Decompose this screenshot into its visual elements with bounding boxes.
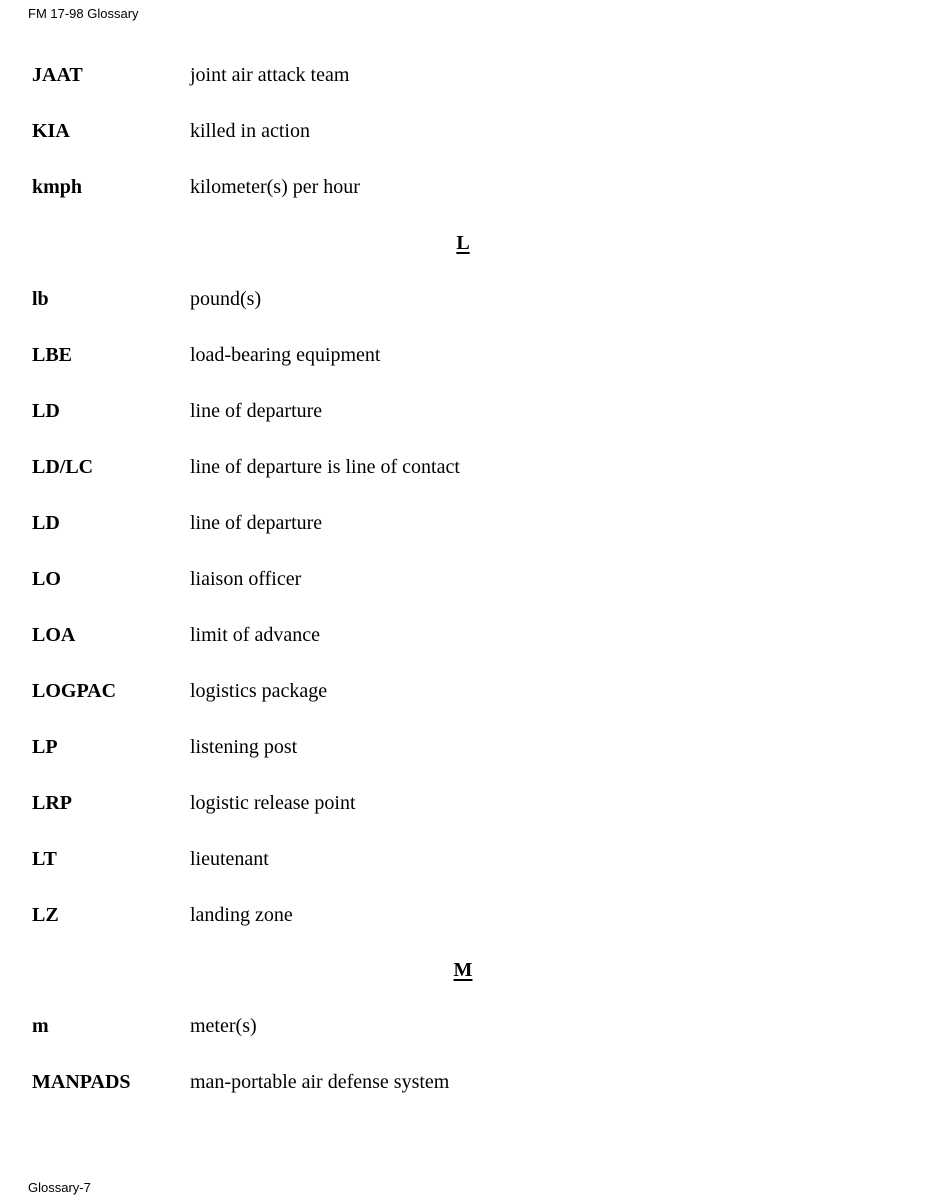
glossary-definition: pound(s) — [190, 288, 262, 310]
glossary-definition: logistic release point — [190, 792, 356, 814]
glossary-term: KIA — [32, 120, 70, 142]
glossary-term: LRP — [32, 792, 72, 814]
glossary-entry — [0, 60, 926, 90]
glossary-definition: listening post — [190, 736, 298, 758]
page-header: FM 17-98 Glossary — [28, 6, 139, 21]
glossary-definition: line of departure is line of contact — [190, 456, 460, 478]
section-letter: L — [456, 232, 470, 254]
glossary-entry — [0, 620, 926, 650]
glossary-entry — [0, 1011, 926, 1041]
glossary-term: LOA — [32, 624, 76, 646]
glossary-entry — [0, 284, 926, 314]
section-heading-m — [0, 955, 926, 985]
glossary-entry — [0, 340, 926, 370]
glossary-definition: logistics package — [190, 680, 328, 702]
glossary-entry — [0, 396, 926, 426]
glossary-definition: liaison officer — [190, 568, 302, 590]
glossary-definition: lieutenant — [190, 848, 269, 870]
glossary-definition: joint air attack team — [190, 64, 350, 86]
glossary-definition: limit of advance — [190, 624, 320, 646]
glossary-term: LD/LC — [32, 456, 94, 478]
glossary-definition: landing zone — [190, 904, 293, 926]
glossary-term: LBE — [32, 344, 73, 366]
glossary-entry — [0, 452, 926, 482]
glossary-term: JAAT — [32, 64, 83, 86]
section-heading-l — [0, 228, 926, 258]
glossary-entry — [0, 900, 926, 930]
page-number: Glossary-7 — [28, 1180, 91, 1195]
glossary-term: m — [32, 1015, 49, 1037]
glossary-term: LOGPAC — [32, 680, 117, 702]
glossary-term: LZ — [32, 904, 59, 926]
glossary-entry — [0, 172, 926, 202]
glossary-entry — [0, 788, 926, 818]
glossary-entry — [0, 732, 926, 762]
glossary-definition: man-portable air defense system — [190, 1071, 450, 1093]
glossary-term: lb — [32, 288, 49, 310]
glossary-entry — [0, 1067, 926, 1097]
glossary-definition: load-bearing equipment — [190, 344, 381, 366]
glossary-definition: line of departure — [190, 400, 323, 422]
glossary-definition: line of departure — [190, 512, 323, 534]
glossary-term: LP — [32, 736, 58, 758]
section-letter: M — [453, 959, 473, 981]
glossary-entry — [0, 564, 926, 594]
glossary-term: LO — [32, 568, 61, 590]
glossary-definition: meter(s) — [190, 1015, 257, 1037]
glossary-term: LD — [32, 400, 60, 422]
glossary-term: kmph — [32, 176, 83, 198]
glossary-definition: killed in action — [190, 120, 310, 142]
glossary-entry — [0, 116, 926, 146]
glossary-entry — [0, 844, 926, 874]
glossary-entry — [0, 508, 926, 538]
glossary-entry — [0, 676, 926, 706]
glossary-definition: kilometer(s) per hour — [190, 176, 360, 198]
glossary-term: MANPADS — [32, 1071, 131, 1093]
glossary-term: LD — [32, 512, 60, 534]
glossary-term: LT — [32, 848, 57, 870]
